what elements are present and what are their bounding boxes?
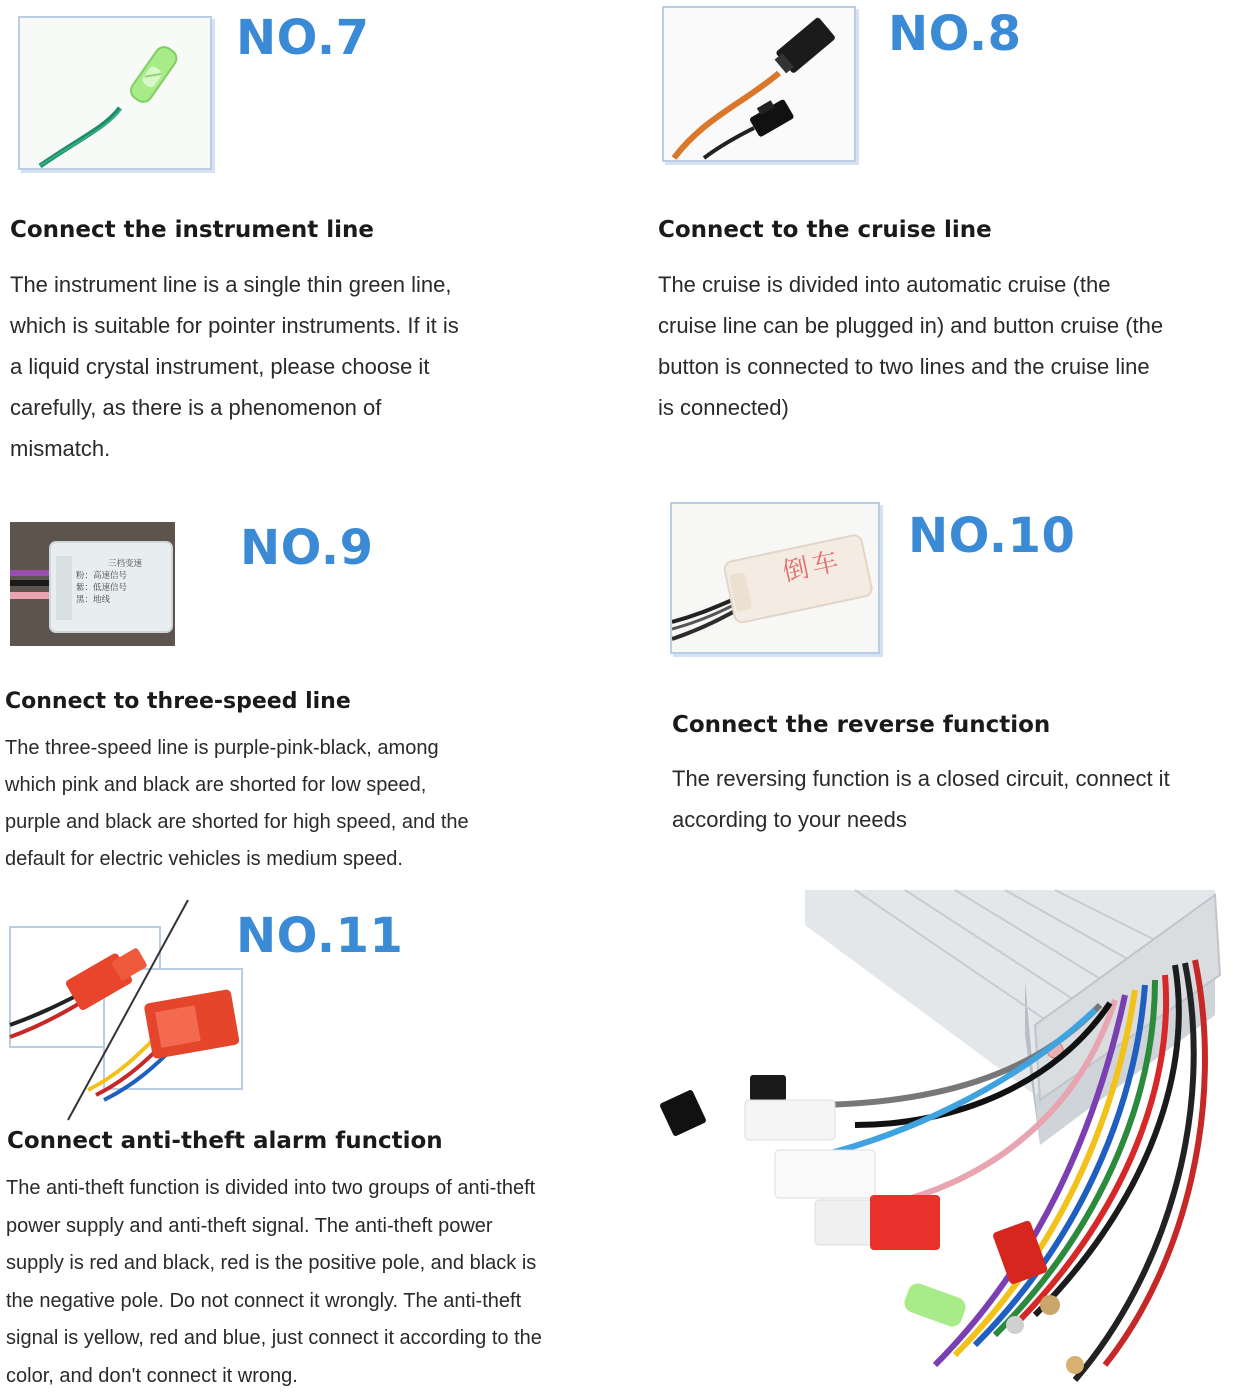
cruise-line-photo (662, 6, 856, 162)
body-line: The cruise is divided into automatic cruise (the (658, 264, 1163, 305)
body-line: button is connected to two lines and the cruise line (658, 346, 1163, 387)
section-number: NO.7 (236, 10, 370, 66)
label-line: 粉：高速信号 (76, 570, 174, 582)
body-line: a liquid crystal instrument, please choose it (10, 346, 459, 387)
label-line: 紫：低速信号 (76, 582, 174, 594)
section-title: Connect to three-speed line (5, 689, 351, 714)
anti-theft-connector-icon (8, 895, 248, 1125)
body-line: which pink and black are shorted for low speed, (5, 767, 469, 804)
section-title: Connect to the cruise line (658, 217, 992, 243)
anti-theft-photo (8, 895, 248, 1125)
body-line: The instrument line is a single thin green line, (10, 264, 459, 305)
reverse-connector-icon (672, 504, 878, 652)
body-line: power supply and anti-theft signal. The anti-theft power (6, 1208, 542, 1246)
instrument-line-photo (18, 16, 212, 170)
body-line: which is suitable for pointer instruments. If it is (10, 305, 459, 346)
label-line: 三档变速 (76, 558, 174, 570)
body-line: is connected) (658, 387, 1163, 428)
body-line: signal is yellow, red and blue, just connect it according to the (6, 1320, 542, 1358)
body-line: The reversing function is a closed circuit, connect it (672, 758, 1170, 799)
section-body (5, 730, 469, 878)
body-line: purple and black are shorted for high speed, and the (5, 804, 469, 841)
body-line: The three-speed line is purple-pink-black, among (5, 730, 469, 767)
body-line: color, and don't connect it wrong. (6, 1358, 542, 1395)
section-title: Connect the instrument line (10, 217, 374, 243)
connector-label (76, 558, 174, 606)
section-body (672, 758, 1170, 840)
controller-box-icon (655, 885, 1235, 1390)
body-line: supply is red and black, red is the positive pole, and black is (6, 1245, 542, 1283)
reverse-photo (670, 502, 880, 654)
section-body (658, 264, 1163, 428)
section-title: Connect anti-theft alarm function (7, 1128, 443, 1154)
cruise-plug-icon (664, 8, 854, 160)
body-line: default for electric vehicles is medium speed. (5, 841, 469, 878)
body-line: cruise line can be plugged in) and button cruise (the (658, 305, 1163, 346)
section-number: NO.9 (240, 520, 374, 576)
section-number: NO.8 (888, 6, 1022, 62)
section-body (10, 264, 459, 469)
body-line: carefully, as there is a phenomenon of (10, 387, 459, 428)
body-line: mismatch. (10, 428, 459, 469)
section-number: NO.10 (908, 508, 1075, 564)
body-line: the negative pole. Do not connect it wrongly. The anti-theft (6, 1283, 542, 1321)
three-speed-photo (10, 522, 175, 646)
green-bullet-connector-icon (20, 18, 210, 168)
label-line: 黑：地线 (76, 594, 174, 606)
controller-photo (655, 885, 1235, 1390)
body-line: according to your needs (672, 799, 1170, 840)
section-number: NO.11 (236, 908, 403, 964)
body-line: The anti-theft function is divided into two groups of anti-theft (6, 1170, 542, 1208)
section-body (6, 1170, 542, 1395)
reverse-label: 倒车 (779, 540, 845, 589)
section-title: Connect the reverse function (672, 712, 1050, 738)
